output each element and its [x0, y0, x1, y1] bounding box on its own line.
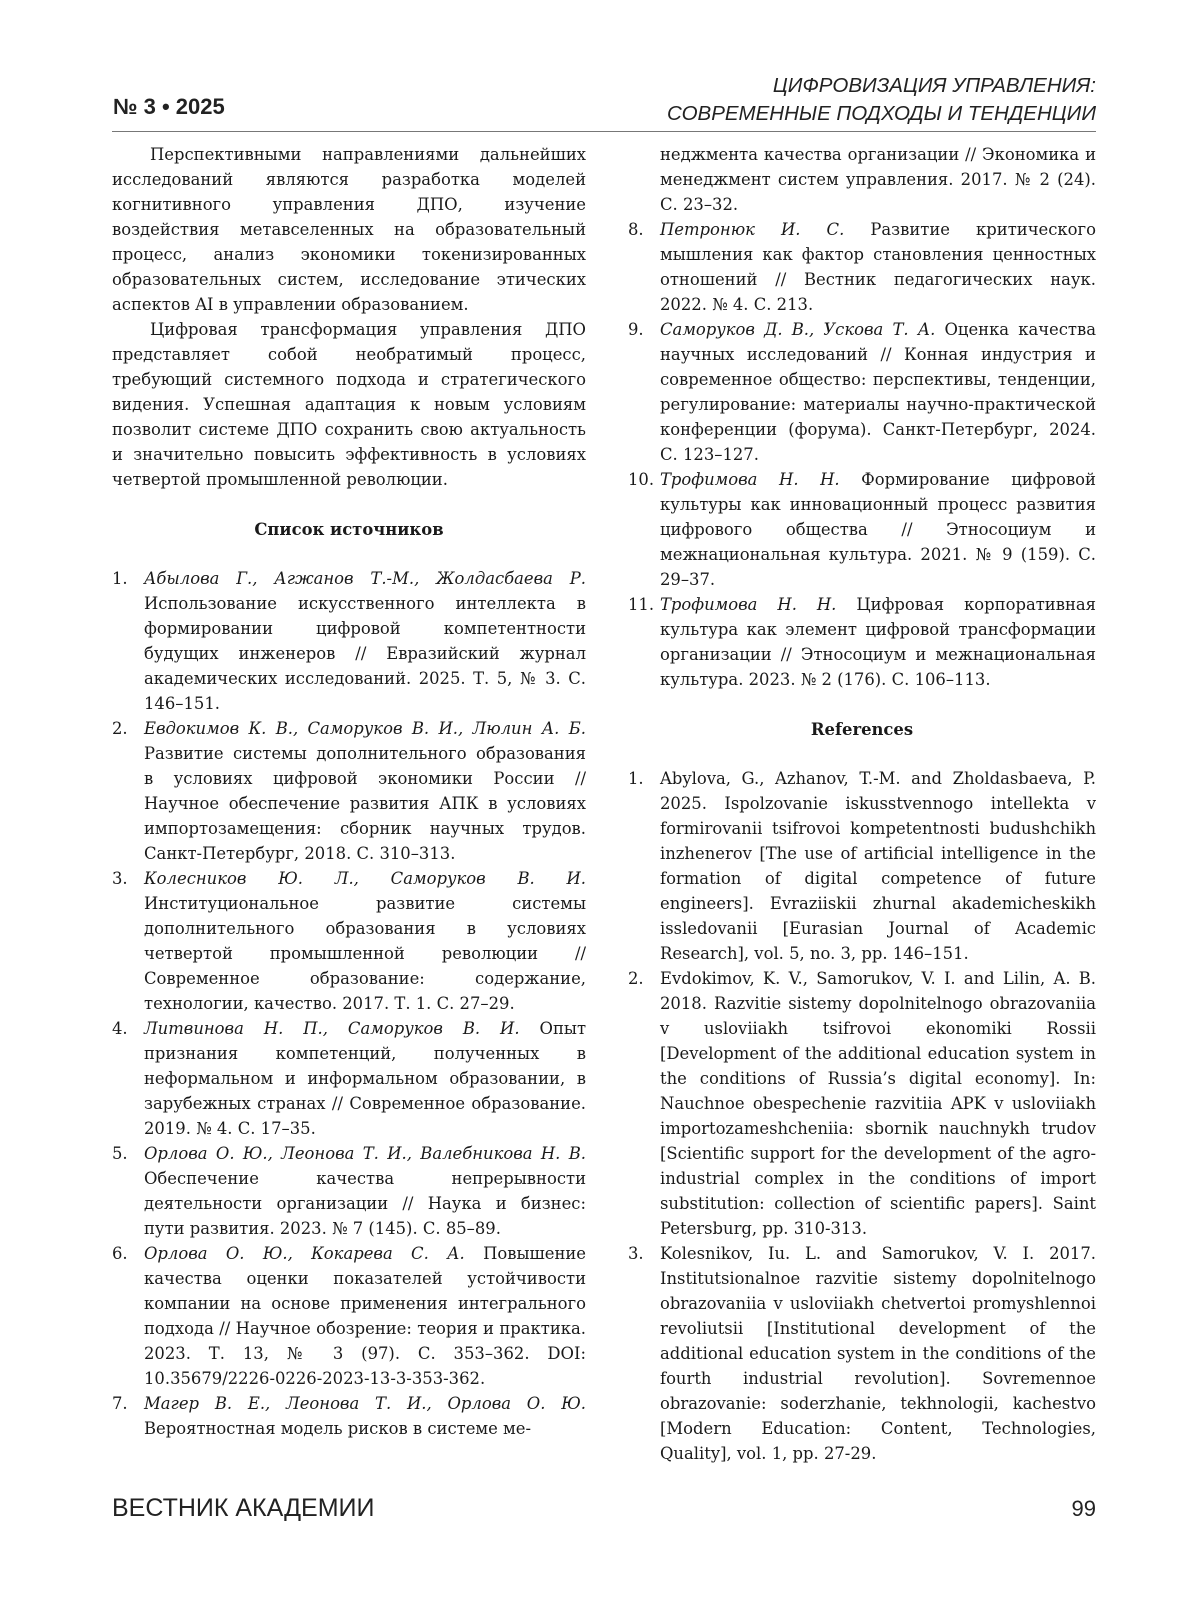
source-number: 5. — [112, 1144, 128, 1163]
header-divider — [112, 131, 1096, 132]
source-text: Институциональное развитие системы дополнительного образования в условиях четвертой промышленной революции // Современное образование: содержание, технологии, качество. 2017. Т. 1. С. 27–29. — [144, 894, 586, 1013]
reference-item — [628, 1241, 1096, 1466]
source-item — [628, 317, 1096, 467]
source-text: Цифровая корпоративная культура как элемент цифровой трансформации организации // Этносоциум и межнациональная культура. 2023. № 2 (176). С. 106–113. — [660, 595, 1096, 689]
source-item — [112, 716, 586, 866]
source-authors: Трофимова Н. Н. — [660, 470, 840, 489]
source-number: 7. — [112, 1394, 128, 1413]
reference-number: 2. — [628, 969, 644, 988]
source-number: 10. — [628, 470, 655, 489]
source-item — [112, 866, 586, 1016]
source-item — [112, 566, 586, 716]
source-text: Использование искусственного интеллекта в формировании цифровой компетентности будущих инженеров // Евразийский журнал академических исследований. 2025. Т. 5, № 3. С. 146–151. — [144, 594, 586, 713]
source-number: 8. — [628, 220, 644, 239]
reference-number: 1. — [628, 769, 644, 788]
source-text: Развитие системы дополнительного образования в условиях цифровой экономики России // Научное обеспечение развития АПК в условиях импортозамещения: сборник научных трудов. Санкт-Петербург, 2018. С. 310–313. — [144, 744, 586, 863]
source-item — [112, 1241, 586, 1391]
source-item — [628, 592, 1096, 692]
source-authors: Колесников Ю. Л., Саморуков В. И. — [144, 869, 586, 888]
source-number: 6. — [112, 1244, 128, 1263]
body-paragraph: Перспективными направлениями дальнейших исследований являются разработка моделей когнитивного управления ДПО, изучение воздействия метавселенных на образовательный процесс, анализ экономики токенизированных образовательных систем, исследование этических аспектов AI в управлении образованием. — [112, 145, 586, 314]
references-heading: References — [810, 720, 914, 739]
source-item — [628, 217, 1096, 317]
source-text: Оценка качества научных исследований // Конная индустрия и современное общество: перспективы, тенденции, регулирование: материалы научно-практической конференции (форума). Санкт-Петербург, 2024. С. 123–127. — [660, 320, 1097, 464]
source-text: Развитие критического мышления как фактор становления ценностных отношений // Вестник педагогических наук. 2022. № 4. С. 213. — [660, 220, 1096, 314]
reference-number: 3. — [628, 1244, 644, 1263]
rubric-line-1: ЦИФРОВИЗАЦИЯ УПРАВЛЕНИЯ: — [772, 74, 1096, 97]
source-number: 4. — [112, 1019, 128, 1038]
left-column — [112, 142, 586, 1441]
source-text: Обеспечение качества непрерывности деятельности организации // Наука и бизнес: пути развития. 2023. № 7 (145). С. 85–89. — [144, 1169, 586, 1238]
source-number: 1. — [112, 569, 128, 588]
source-authors: Трофимова Н. Н. — [660, 595, 837, 614]
sources-heading: Список источников — [254, 520, 444, 539]
reference-text: Abylova, G., Azhanov, T.-M. and Zholdasbaeva, P. 2025. Ispolzovanie iskusstvennogo intellekta v formirovanii tsifrovoi kompetentnosti budushchikh inzhenerov [The use of artificial intelligence in the formation of digital competence of future engineers]. Evraziiskii zhurnal akademicheskikh issledovanii [Eurasian Journal of Academic Research], vol. 5, no. 3, pp. 146–151. — [660, 769, 1096, 963]
page-number: 99 — [1071, 1496, 1096, 1521]
reference-item — [628, 966, 1096, 1241]
source-text: неджмента качества организации // Экономика и менеджмент систем управления. 2017. № 2 (24). С. 23–32. — [660, 145, 1096, 214]
source-continuation — [628, 142, 1096, 217]
source-text: Формирование цифровой культуры как инновационный процесс развития цифрового общества // Этносоциум и межнациональная культура. 2021. № 9 (159). С. 29–37. — [660, 470, 1096, 589]
source-text: Опыт признания компетенций, полученных в неформальном и информальном образовании, в зарубежных странах // Современное образование. 2019. № 4. С. 17–35. — [144, 1019, 587, 1138]
source-item — [112, 1391, 586, 1441]
source-item — [628, 467, 1096, 592]
source-authors: Абылова Г., Агжанов Т.-М., Жолдасбаева Р. — [144, 569, 586, 588]
rubric-title — [667, 72, 1096, 128]
source-authors: Магер В. Е., Леонова Т. И., Орлова О. Ю. — [144, 1394, 586, 1413]
source-authors: Литвинова Н. П., Саморуков В. И. — [144, 1019, 520, 1038]
reference-text: Kolesnikov, Iu. L. and Samorukov, V. I. 2017. Institutsionalnoe razvitie sistemy dopolnitelnogo obrazovaniia v usloviiakh chetvertoi promyshlennoi revoliutsii [Institutional development of the additional education system in the conditions of the fourth industrial revolution]. Sovremennoe obrazovanie: soderzhanie, tekhnologii, kachestvo [Modern Education: Content, Technologies, Quality], vol. 1, pp. 27-29. — [660, 1244, 1096, 1463]
source-number: 11. — [628, 595, 655, 614]
source-authors: Орлова О. Ю., Леонова Т. И., Валебникова Н. В. — [144, 1144, 586, 1163]
source-item — [112, 1016, 586, 1141]
source-number: 2. — [112, 719, 128, 738]
issue-number: № 3 • 2025 — [113, 94, 225, 119]
right-column — [628, 142, 1096, 1466]
body-paragraph: Цифровая трансформация управления ДПО представляет собой необратимый процесс, требующий системного подхода и стратегического видения. Успешная адаптация к новым условиям позволит системе ДПО сохранить свою актуальность и значительно повысить эффективность в условиях четвертой промышленной революции. — [112, 320, 586, 489]
source-number: 3. — [112, 869, 128, 888]
source-authors: Саморуков Д. В., Ускова Т. А. — [660, 320, 936, 339]
rubric-line-2: СОВРЕМЕННЫЕ ПОДХОДЫ И ТЕНДЕНЦИИ — [667, 102, 1096, 125]
source-number: 9. — [628, 320, 644, 339]
source-text: Вероятностная модель рисков в системе ме- — [144, 1419, 532, 1438]
reference-item — [628, 766, 1096, 966]
source-item — [112, 1141, 586, 1241]
source-authors: Орлова О. Ю., Кокарева С. А. — [144, 1244, 465, 1263]
reference-text: Evdokimov, K. V., Samorukov, V. I. and Lilin, A. B. 2018. Razvitie sistemy dopolnitelnogo obrazovaniia v usloviiakh tsifrovoi ekonomiki Rossii [Development of the additional education system in the conditions of Russia’s digital economy]. In: Nauchnoe obespechenie razvitiia APK v usloviiakh importozameshcheniia: sbornik nauchnykh trudov [Scientific support for the development of the agro-industrial complex in the conditions of import substitution: collection of scientific papers]. Saint Petersburg, pp. 310-313. — [660, 969, 1096, 1238]
journal-name: ВЕСТНИК АКАДЕМИИ — [112, 1494, 375, 1522]
source-authors: Петронюк И. С. — [660, 220, 845, 239]
source-text: Повышение качества оценки показателей устойчивости компании на основе применения интегрального подхода // Научное обозрение: теория и практика. 2023. Т. 13, № 3 (97). С. 353–362. DOI: 10.35679/2226-0226-2023-13-3-353-362. — [144, 1244, 586, 1388]
source-authors: Евдокимов К. В., Саморуков В. И., Люлин А. Б. — [144, 719, 586, 738]
